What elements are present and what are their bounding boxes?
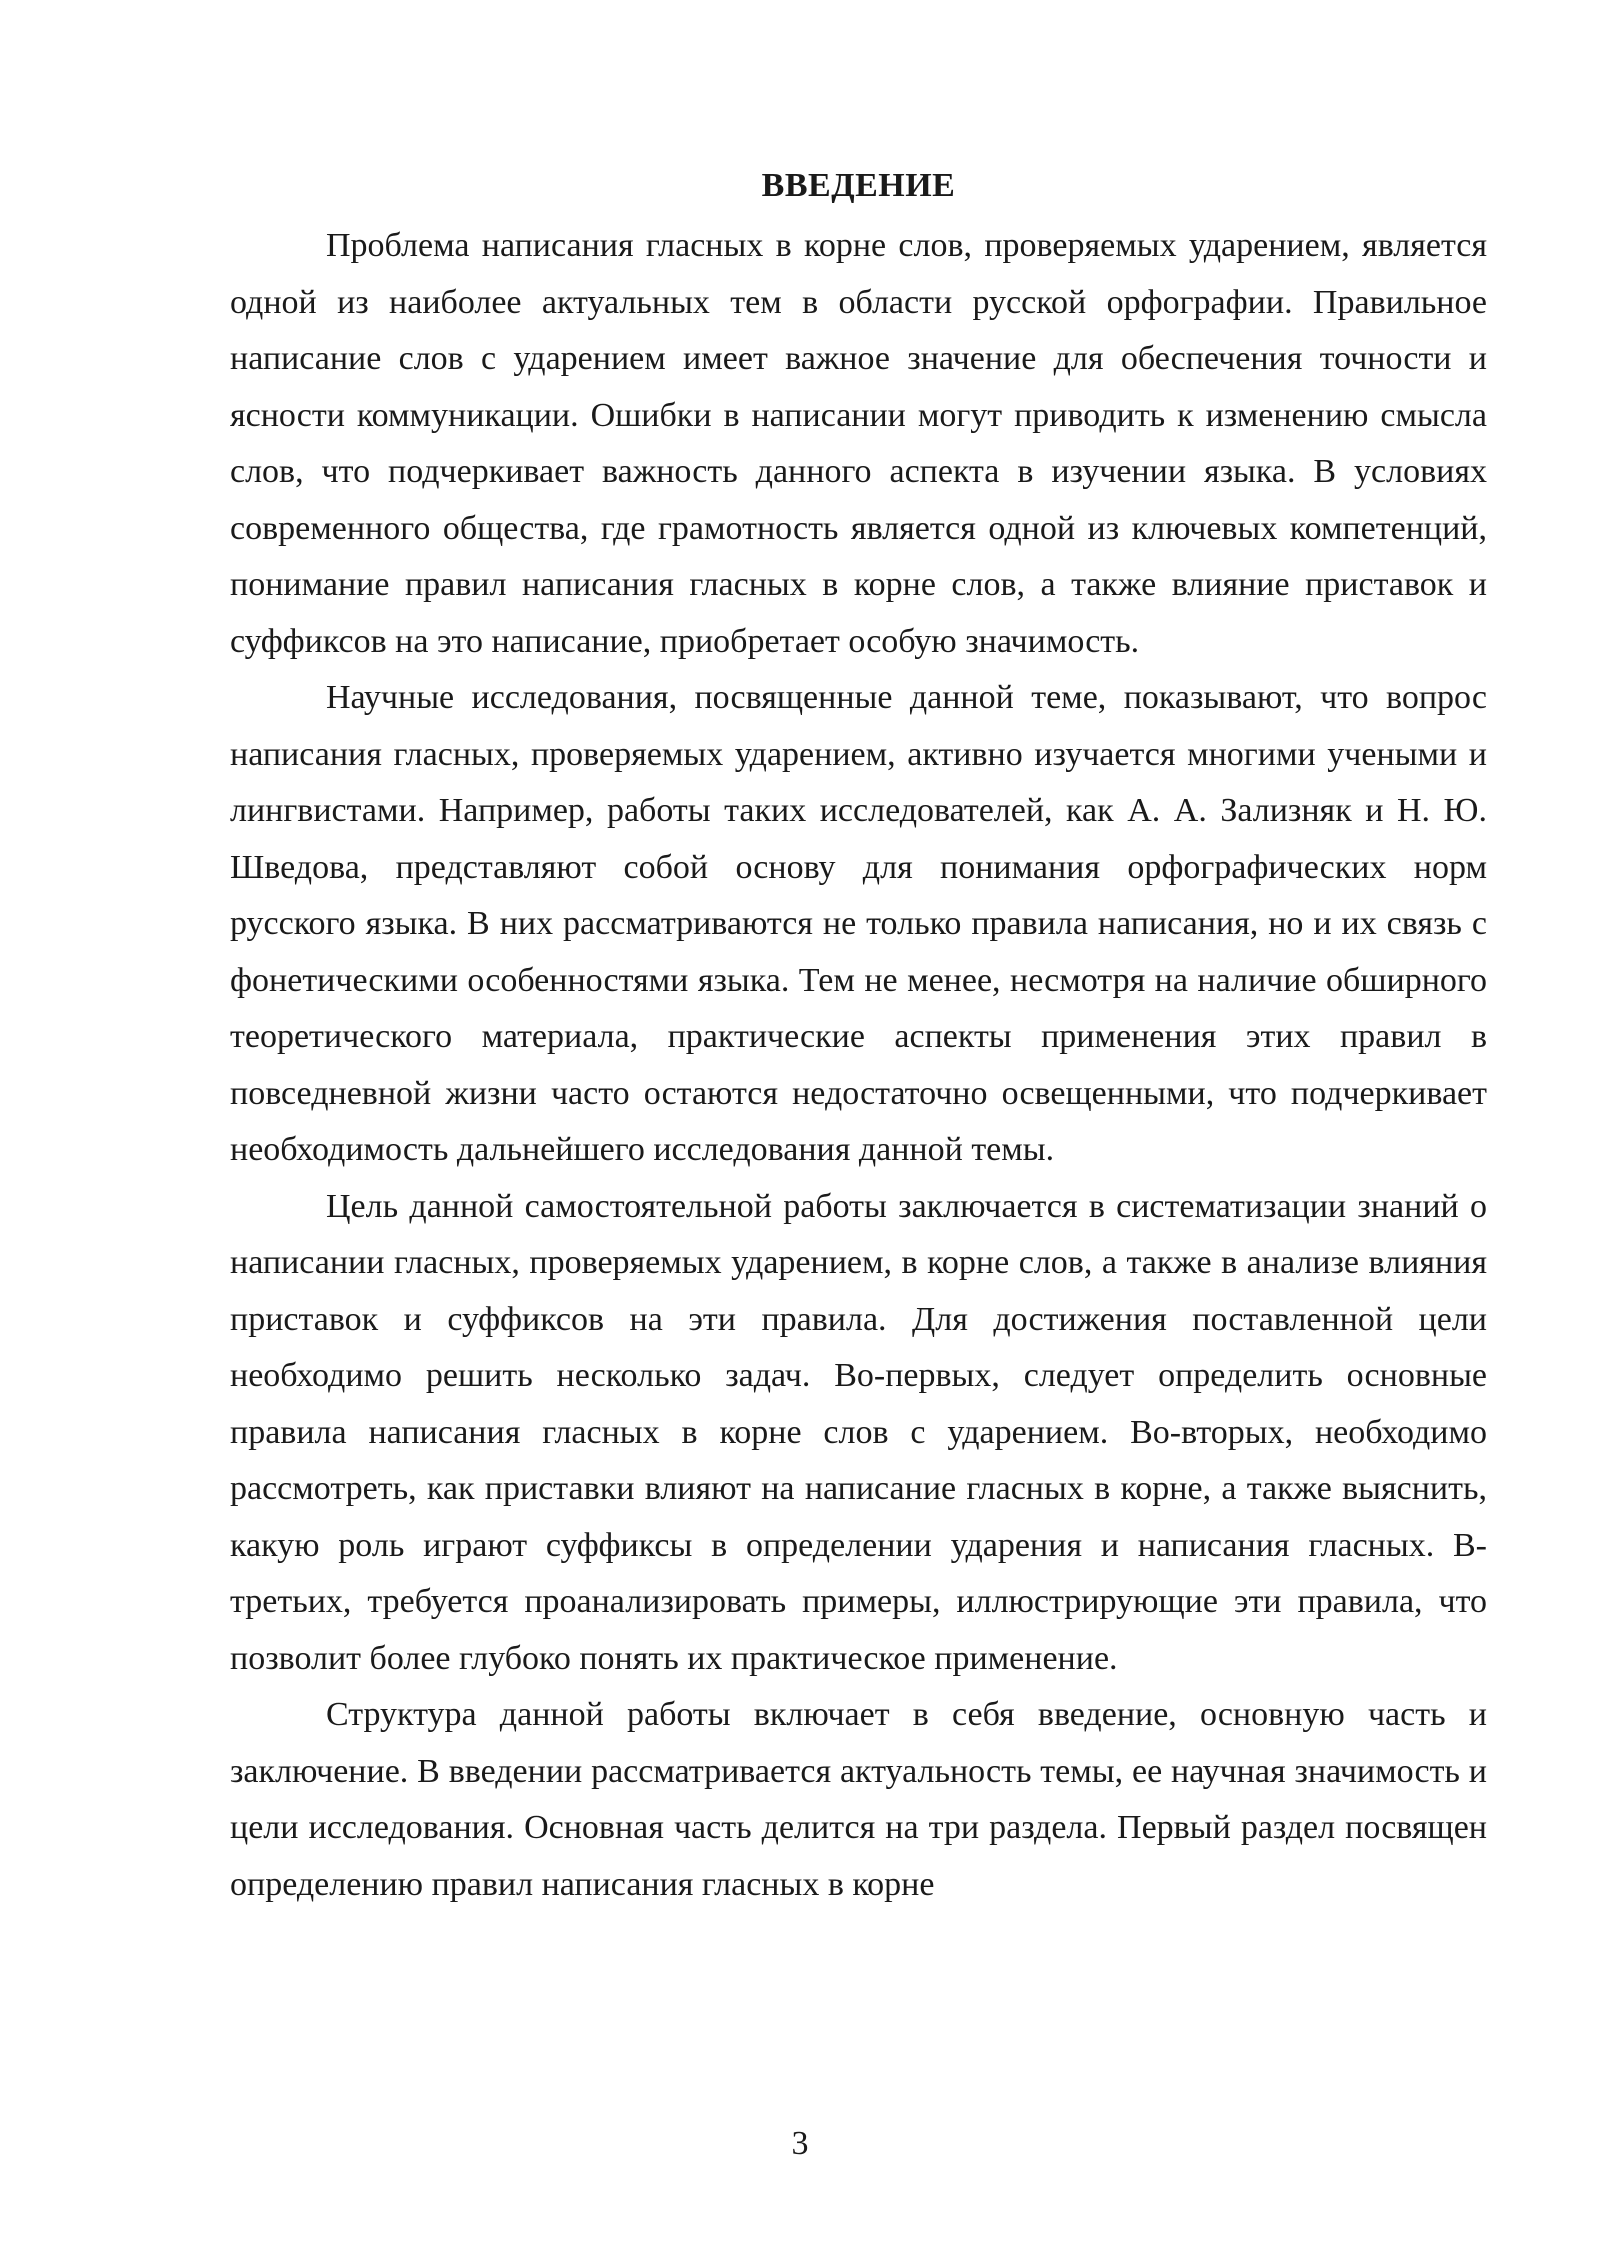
- paragraph-relevance: Проблема написания гласных в корне слов, проверяемых ударением, является одной из наиболее актуальных тем в области русской орфографии. Правильное написание слов с ударением имеет важное значение для обеспечения точности и ясности коммуникации. Ошибки в написании могут приводить к изменению смысла слов, что подчеркивает важность данного аспекта в изучении языка. В условиях современного общества, где грамотность является одной из ключевых компетенций, понимание правил написания гласных в корне слов, а также влияние приставок и суффиксов на это написание, приобретает особую значимость.: [230, 227, 1487, 660]
- section-title: ВВЕДЕНИЕ: [761, 167, 956, 204]
- page-number: 3: [791, 2125, 809, 2162]
- paragraph-goal: Цель данной самостоятельной работы заключается в систематизации знаний о написании гласных, проверяемых ударением, в корне слов, а также в анализе влияния приставок и суффиксов на эти правила. Для достижения поставленной цели необходимо решить несколько задач. Во-первых, следует определить основные правила написания гласных в корне слов с ударением. Во-вторых, необходимо рассмотреть, как приставки влияют на написание гласных в корне, а также выяснить, какую роль играют суффиксы в определении ударения и написания гласных. В-третьих, требуется проанализировать примеры, иллюстрирующие эти правила, что позволит более глубоко понять их практическое применение.: [230, 1187, 1487, 1677]
- paragraph-structure: Структура данной работы включает в себя введение, основную часть и заключение. В введении рассматривается актуальность темы, ее научная значимость и цели исследования. Основная часть делится на три раздела. Первый раздел посвящен определению правил написания гласных в корне: [230, 1696, 1487, 1903]
- paragraph-research: Научные исследования, посвященные данной теме, показывают, что вопрос написания гласных, проверяемых ударением, активно изучается многими учеными и лингвистами. Например, работы таких исследователей, как А. А. Зализняк и Н. Ю. Шведова, представляют собой основу для понимания орфографических норм русского языка. В них рассматриваются не только правила написания, но и их связь с фонетическими особенностями языка. Тем не менее, несмотря на наличие обширного теоретического материала, практические аспекты применения этих правил в повседневной жизни часто остаются недостаточно освещенными, что подчеркивает необходимость дальнейшего исследования данной темы.: [230, 679, 1487, 1168]
- page-content: [230, 166, 1487, 1913]
